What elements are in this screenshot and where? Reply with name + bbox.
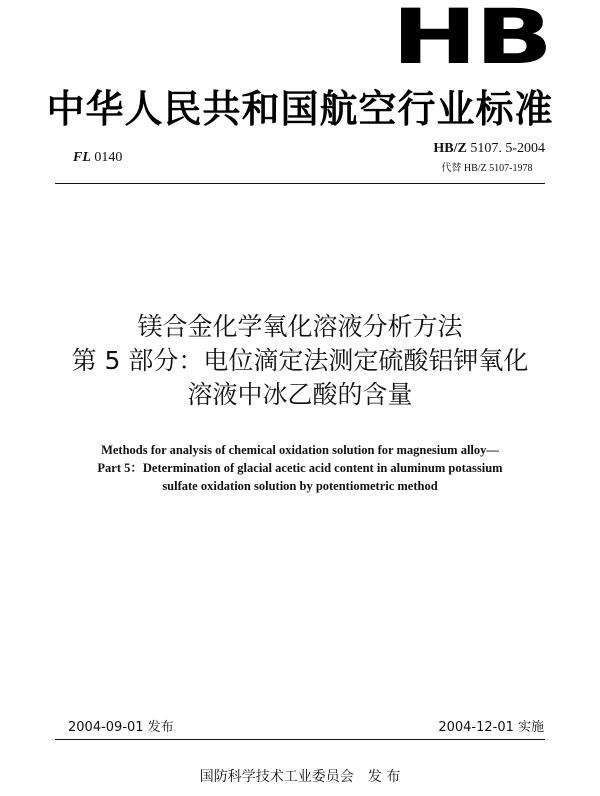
standard-code-block: [433, 141, 545, 174]
issuer-line: [0, 766, 600, 786]
chinese-title: [0, 310, 600, 412]
header-divider: [55, 183, 545, 184]
standard-prefix: HB/Z: [433, 141, 467, 156]
english-title-line-3: sulfate oxidation solution by potentiometric method: [162, 479, 438, 493]
standard-number-value: 5107. 5-2004: [470, 141, 545, 156]
issuer-action: 发 布: [367, 769, 401, 785]
standard-number: [433, 141, 545, 157]
english-title-line-2: Part 5：Determination of glacial acetic acid content in aluminum potassium: [97, 461, 503, 475]
chinese-title-line-3: 溶液中冰乙酸的含量: [187, 380, 413, 409]
english-title: [0, 441, 600, 495]
chinese-title-line-1: 镁合金化学氧化溶液分析方法: [137, 312, 463, 341]
ics-number: 0140: [94, 150, 123, 165]
chinese-title-line-2: 第 5 部分：电位滴定法测定硫酸铝钾氧化: [71, 346, 529, 375]
hb-logo: HB: [391, 0, 551, 81]
ics-prefix: FL: [73, 150, 91, 165]
replaces-note: 代替 HB/Z 5107-1978: [441, 163, 533, 174]
issue-date: 2004-09-01 发布: [68, 720, 174, 735]
org-title: 中华人民共和国航空行业标准: [46, 87, 554, 131]
issuer-name: 国防科学技术工业委员会: [199, 769, 354, 785]
ics-code: [73, 150, 122, 166]
implement-date: 2004-12-01 实施: [438, 720, 544, 735]
footer-divider: [55, 739, 545, 740]
english-title-line-1: Methods for analysis of chemical oxidation solution for magnesium alloy—: [101, 443, 499, 457]
